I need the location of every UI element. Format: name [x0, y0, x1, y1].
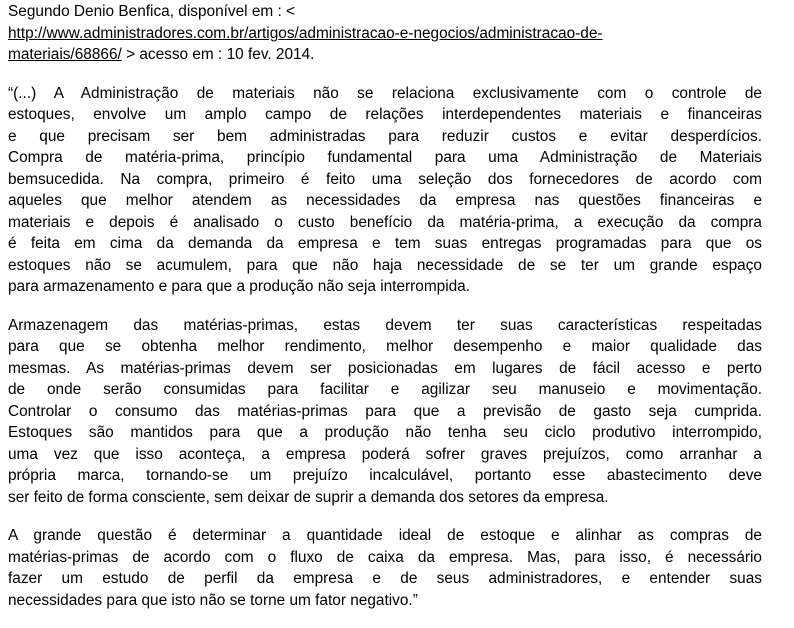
paragraph [8, 315, 762, 509]
text-line: fazer um estudo de perfil da empresa e de seus administradores, e entender suas [8, 570, 762, 587]
text-line: aqueles que melhor atendem as necessidades da empresa nas questões financeiras e [8, 192, 762, 209]
paragraph [8, 525, 762, 611]
text-line: de onde serão consumidas para facilitar e agilizar seu manuseio e movimentação. [8, 381, 762, 398]
text-line: e que precisam ser bem administradas para reduzir custos e evitar desperdícios. [8, 127, 762, 145]
citation-url-link[interactable]: http://www.administradores.com.br/artigos/administracao-e-negocios/administracao-de- [8, 24, 603, 42]
text-line: bemsucedida. Na compra, primeiro é feito uma seleção dos fornecedores de acordo com [8, 170, 762, 188]
text-line: Compra de matéria-prima, princípio fundamental para uma Administração de Materiais [8, 149, 762, 166]
text-line: própria marca, tornando-se um prejuízo incalculável, portanto esse abastecimento deve [8, 467, 762, 484]
citation-line [8, 44, 762, 66]
citation-line: Segundo Denio Benfica, disponível em : < [8, 3, 296, 20]
text-line: para armazenamento e para que a produção não seja interrompida. [8, 278, 471, 295]
text-line: para que se obtenha melhor rendimento, melhor desempenho e maior qualidade das [8, 338, 762, 355]
text-line: é feita em cima da demanda da empresa e tem suas entregas programadas para que os [8, 235, 762, 252]
quote-paragraphs [8, 83, 762, 612]
citation-url-link[interactable]: materiais/68866/ [8, 46, 122, 63]
text-line: Estoques são mantidos para que a produção não tenha seu ciclo produtivo interrompido, [8, 424, 762, 441]
text-line: estoques não se acumulem, para que não haja necessidade de se ter um grande espaço [8, 256, 762, 274]
text-line: mesmas. As matérias-primas devem ser posicionadas em lugares de fácil acesso e perto [8, 359, 762, 377]
text-line: materiais e depois é analisado o custo benefício da matéria-prima, a execução da compra [8, 213, 762, 231]
text-line: Armazenagem das matérias-primas, estas devem ter suas características respeitadas [8, 316, 762, 334]
text-line: Controlar o consumo das matérias-primas para que a previsão de gasto seja cumprida. [8, 402, 762, 420]
text-line: ser feito de forma consciente, sem deixar de suprir a demanda dos setores da empresa. [8, 488, 609, 506]
text-line: uma vez que isso aconteça, a empresa poderá sofrer graves prejuízos, como arranhar a [8, 445, 762, 463]
text-line: necessidades para que isto não se torne um fator negativo.” [8, 591, 418, 609]
paragraph [8, 83, 762, 298]
text-line: “(...) A Administração de materiais não se relaciona exclusivamente com o controle de [8, 84, 762, 102]
text-line: matérias-primas de acordo com o fluxo de caixa da empresa. Mas, para isso, é necessário [8, 548, 762, 566]
citation-block [8, 1, 762, 66]
text-line: estoques, envolve um amplo campo de relações interdependentes materiais e financeiras [8, 106, 762, 123]
citation-access-date: > acesso em : 10 fev. 2014. [121, 46, 315, 63]
citation-line [8, 23, 762, 45]
text-line: A grande questão é determinar a quantidade ideal de estoque e alinhar as compras de [8, 527, 762, 544]
